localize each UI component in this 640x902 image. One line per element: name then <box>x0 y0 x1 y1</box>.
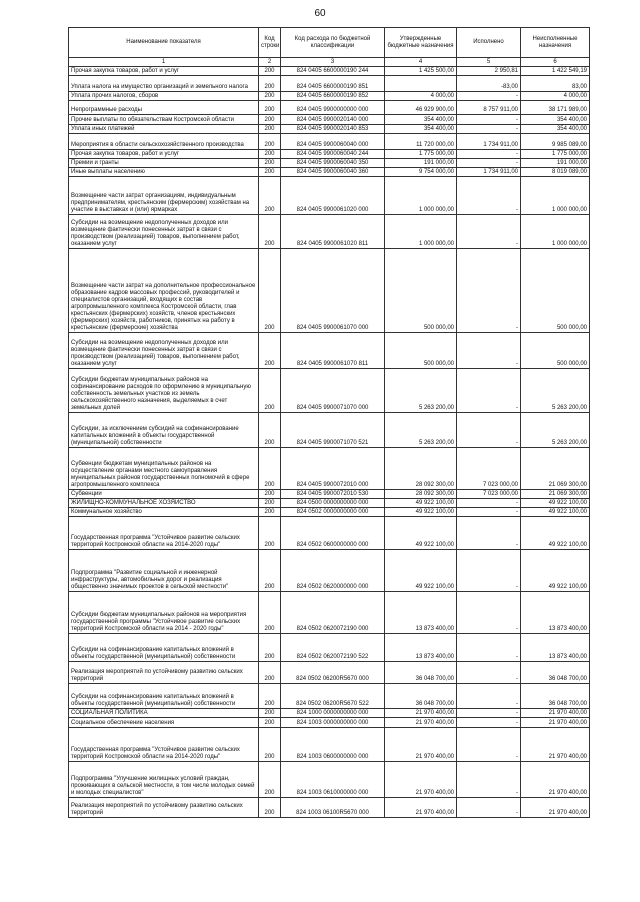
unexecuted-amount-cell: 13 873 400,00 <box>521 592 590 634</box>
classification-code-cell: 824 0405 9900060040 350 <box>281 159 385 168</box>
line-code-cell: 200 <box>259 718 281 728</box>
table-row <box>69 517 590 550</box>
table-row <box>69 718 590 728</box>
approved-amount-cell: 21 970 400,00 <box>385 762 457 798</box>
executed-amount-cell: -83,00 <box>457 76 521 92</box>
column-header-line: Код строки <box>259 28 281 58</box>
approved-amount-cell: 49 922 100,00 <box>385 517 457 550</box>
unexecuted-amount-cell: 191 000,00 <box>521 159 590 168</box>
unexecuted-amount-cell: 36 048 700,00 <box>521 662 590 684</box>
classification-code-cell: 824 0405 9900061020 000 <box>281 177 385 215</box>
classification-code-cell: 824 1003 0610000000 000 <box>281 762 385 798</box>
table-row <box>69 662 590 684</box>
unexecuted-amount-cell: 1 422 549,19 <box>521 67 590 76</box>
unexecuted-amount-cell: 21 970 400,00 <box>521 762 590 798</box>
line-code-cell: 200 <box>259 159 281 168</box>
column-header-executed: Исполнено <box>457 28 521 58</box>
executed-amount-cell: - <box>457 517 521 550</box>
table-row <box>69 115 590 125</box>
line-code-cell: 200 <box>259 177 281 215</box>
indicator-name-cell: Субсидии, за исключением субсидий на софинансирование капитальных вложений в объекты государственной (муниципальной) собственности <box>69 413 259 448</box>
line-code-cell: 200 <box>259 249 281 333</box>
unexecuted-amount-cell: 36 048 700,00 <box>521 684 590 709</box>
indicator-name-cell: Иные выплаты населению <box>69 168 259 177</box>
line-code-cell: 200 <box>259 215 281 249</box>
line-code-cell: 200 <box>259 762 281 798</box>
unexecuted-amount-cell: 500 000,00 <box>521 249 590 333</box>
line-code-cell: 200 <box>259 684 281 709</box>
approved-amount-cell: 46 929 900,00 <box>385 101 457 115</box>
line-code-cell: 200 <box>259 592 281 634</box>
unexecuted-amount-cell: 4 000,00 <box>521 92 590 101</box>
executed-amount-cell: - <box>457 413 521 448</box>
table-row <box>69 177 590 215</box>
unexecuted-amount-cell: 1 000 000,00 <box>521 215 590 249</box>
approved-amount-cell: 49 922 100,00 <box>385 499 457 508</box>
line-code-cell: 200 <box>259 728 281 762</box>
unexecuted-amount-cell: 1 775 000,00 <box>521 150 590 159</box>
indicator-name-cell: Коммунальное хозяйство <box>69 508 259 517</box>
executed-amount-cell: - <box>457 592 521 634</box>
classification-code-cell: 824 0502 0600000000 000 <box>281 517 385 550</box>
approved-amount-cell: 1 425 500,00 <box>385 67 457 76</box>
approved-amount-cell: 21 970 400,00 <box>385 709 457 718</box>
indicator-name-cell: Реализация мероприятий по устойчивому развитию сельских территорий <box>69 662 259 684</box>
indicator-name-cell: Субсидии на софинансирование капитальных вложений в объекты государственной (муниципальной) собственности <box>69 684 259 709</box>
executed-amount-cell: - <box>457 718 521 728</box>
table-row <box>69 448 590 490</box>
approved-amount-cell: 1 000 000,00 <box>385 215 457 249</box>
line-code-cell: 200 <box>259 709 281 718</box>
classification-code-cell: 824 0502 0620072190 522 <box>281 634 385 662</box>
indicator-name-cell: Субсидии бюджетам муниципальных районов на софинансирование расходов по оформлению в муниципальную собственность земельных участков из земель сельскохозяйственного назначения, выделяемых в счет земельных долей <box>69 369 259 413</box>
executed-amount-cell: - <box>457 550 521 592</box>
indicator-name-cell: Государственная программа "Устойчивое развитие сельских территорий Костромской области на 2014-2020 годы" <box>69 728 259 762</box>
column-header-approved: Утвержденные бюджетные назначения <box>385 28 457 58</box>
approved-amount-cell: 13 873 400,00 <box>385 592 457 634</box>
column-number-row <box>69 58 590 67</box>
indicator-name-cell: Возмещение части затрат на дополнительное профессиональное образование кадров массовых профессий, руководителей и специалистов организаций, входящих в состав агропромышленного комплекса Костромской области, глав крестьянских (фермерских) хозяйств, членов крестьянских (фермерских) хозяйств, работников, принятых на работу в крестьянские (фермерские) хозяйства <box>69 249 259 333</box>
table-row <box>69 125 590 134</box>
table-row <box>69 728 590 762</box>
table-row <box>69 369 590 413</box>
table-row <box>69 215 590 249</box>
table-row <box>69 684 590 709</box>
executed-amount-cell: - <box>457 369 521 413</box>
executed-amount-cell: - <box>457 798 521 818</box>
indicator-name-cell: Субсидии на возмещение недополученных доходов или возмещение фактически понесенных затрат в связи с производством (реализацией) товаров, выполнением работ, оказанием услуг <box>69 215 259 249</box>
executed-amount-cell: - <box>457 150 521 159</box>
approved-amount-cell: 21 970 400,00 <box>385 798 457 818</box>
line-code-cell: 200 <box>259 134 281 150</box>
line-code-cell: 200 <box>259 662 281 684</box>
unexecuted-amount-cell: 21 069 300,00 <box>521 448 590 490</box>
classification-code-cell: 824 0405 9900061070 000 <box>281 249 385 333</box>
unexecuted-amount-cell: 21 970 400,00 <box>521 798 590 818</box>
approved-amount-cell: 49 922 100,00 <box>385 550 457 592</box>
classification-code-cell: 824 0405 9900060040 360 <box>281 168 385 177</box>
line-code-cell: 200 <box>259 550 281 592</box>
line-code-cell: 200 <box>259 92 281 101</box>
indicator-name-cell: ЖИЛИЩНО-КОММУНАЛЬНОЕ ХОЗЯЙСТВО <box>69 499 259 508</box>
indicator-name-cell: Премии и гранты <box>69 159 259 168</box>
classification-code-cell: 824 0502 0000000000 000 <box>281 508 385 517</box>
approved-amount-cell: 28 092 300,00 <box>385 448 457 490</box>
unexecuted-amount-cell: 21 970 400,00 <box>521 728 590 762</box>
table-row <box>69 508 590 517</box>
line-code-cell: 200 <box>259 115 281 125</box>
approved-amount-cell: 11 720 000,00 <box>385 134 457 150</box>
classification-code-cell: 824 0405 9900060040 000 <box>281 134 385 150</box>
approved-amount-cell <box>385 76 457 92</box>
unexecuted-amount-cell: 5 263 200,00 <box>521 369 590 413</box>
unexecuted-amount-cell: 354 400,00 <box>521 115 590 125</box>
unexecuted-amount-cell: 500 000,00 <box>521 333 590 369</box>
table-row <box>69 134 590 150</box>
line-code-cell: 200 <box>259 125 281 134</box>
unexecuted-amount-cell: 49 922 100,00 <box>521 517 590 550</box>
indicator-name-cell: Субвенции бюджетам муниципальных районов на осуществление органами местного самоуправления муниципальных районов государственных полномочий в сфере агропромышленного комплекса <box>69 448 259 490</box>
executed-amount-cell: - <box>457 508 521 517</box>
executed-amount-cell: - <box>457 662 521 684</box>
table-row <box>69 92 590 101</box>
line-code-cell: 200 <box>259 508 281 517</box>
classification-code-cell: 824 0502 06200R5670 000 <box>281 662 385 684</box>
line-code-cell: 200 <box>259 448 281 490</box>
classification-code-cell: 824 1003 0600000000 000 <box>281 728 385 762</box>
approved-amount-cell: 49 922 100,00 <box>385 508 457 517</box>
classification-code-cell: 824 0405 9900020140 000 <box>281 115 385 125</box>
unexecuted-amount-cell: 13 873 400,00 <box>521 634 590 662</box>
page-number: 60 <box>314 8 326 19</box>
column-header-name: Наименование показателя <box>69 28 259 58</box>
indicator-name-cell: Социальное обеспечение населения <box>69 718 259 728</box>
classification-code-cell: 824 0405 9900020140 853 <box>281 125 385 134</box>
approved-amount-cell: 191 000,00 <box>385 159 457 168</box>
column-number: 3 <box>281 58 385 67</box>
indicator-name-cell: Подпрограмма "Улучшение жилищных условий граждан, проживающих в сельской местности, в том числе молодых семей и молодых специалистов" <box>69 762 259 798</box>
line-code-cell: 200 <box>259 490 281 499</box>
table-row <box>69 76 590 92</box>
classification-code-cell: 824 1000 0000000000 000 <box>281 709 385 718</box>
table-row <box>69 499 590 508</box>
executed-amount-cell: 7 023 000,00 <box>457 448 521 490</box>
column-number: 6 <box>521 58 590 67</box>
executed-amount-cell: - <box>457 499 521 508</box>
line-code-cell: 200 <box>259 517 281 550</box>
approved-amount-cell: 4 000,00 <box>385 92 457 101</box>
executed-amount-cell: - <box>457 92 521 101</box>
classification-code-cell: 824 0405 9900071070 000 <box>281 369 385 413</box>
table-row <box>69 592 590 634</box>
classification-code-cell: 824 1003 06100R5670 000 <box>281 798 385 818</box>
column-header-unexecuted: Неисполненные назначения <box>521 28 590 58</box>
approved-amount-cell: 36 048 700,00 <box>385 684 457 709</box>
indicator-name-cell: Субсидии на софинансирование капитальных вложений в объекты государственной (муниципальной) собственности <box>69 634 259 662</box>
line-code-cell: 200 <box>259 333 281 369</box>
executed-amount-cell: - <box>457 159 521 168</box>
indicator-name-cell: Уплата налога на имущество организаций и земельного налога <box>69 76 259 92</box>
executed-amount-cell: 1 734 911,00 <box>457 168 521 177</box>
classification-code-cell: 824 0405 6600000190 851 <box>281 76 385 92</box>
table-row <box>69 762 590 798</box>
indicator-name-cell: Субсидии бюджетам муниципальных районов на мероприятия государственной программы "Устойчивое развитие сельских территорий Костромской области на 2014 - 2020 годы" <box>69 592 259 634</box>
unexecuted-amount-cell: 21 970 400,00 <box>521 718 590 728</box>
classification-code-cell: 824 0502 0620072190 000 <box>281 592 385 634</box>
indicator-name-cell: Возмещение части затрат организациям, индивидуальным предпринимателям, крестьянским (фермерским) хозяйствам на участие в выставках и (или) ярмарках <box>69 177 259 215</box>
executed-amount-cell: - <box>457 125 521 134</box>
executed-amount-cell: - <box>457 215 521 249</box>
classification-code-cell: 824 0405 9900071070 521 <box>281 413 385 448</box>
indicator-name-cell: Субсидии на возмещение недополученных доходов или возмещение фактически понесенных затрат в связи с производством (реализацией) товаров, выполнением работ, оказанием услуг <box>69 333 259 369</box>
table-row <box>69 634 590 662</box>
unexecuted-amount-cell: 8 019 089,00 <box>521 168 590 177</box>
column-number: 4 <box>385 58 457 67</box>
executed-amount-cell: 1 734 911,00 <box>457 134 521 150</box>
indicator-name-cell: Непрограммные расходы <box>69 101 259 115</box>
approved-amount-cell: 28 092 300,00 <box>385 490 457 499</box>
approved-amount-cell: 5 263 200,00 <box>385 413 457 448</box>
budget-execution-table <box>68 27 590 818</box>
classification-code-cell: 824 0502 0620000000 000 <box>281 550 385 592</box>
classification-code-cell: 824 0502 06200R5670 522 <box>281 684 385 709</box>
approved-amount-cell: 36 048 700,00 <box>385 662 457 684</box>
indicator-name-cell: Прочие выплаты по обязательствам Костромской области <box>69 115 259 125</box>
table-row <box>69 159 590 168</box>
executed-amount-cell: 2 950,81 <box>457 67 521 76</box>
classification-code-cell: 824 0405 9900000000 000 <box>281 101 385 115</box>
executed-amount-cell: - <box>457 762 521 798</box>
unexecuted-amount-cell: 5 263 200,00 <box>521 413 590 448</box>
table-row <box>69 550 590 592</box>
approved-amount-cell: 354 400,00 <box>385 125 457 134</box>
indicator-name-cell: СОЦИАЛЬНАЯ ПОЛИТИКА <box>69 709 259 718</box>
unexecuted-amount-cell: 49 922 100,00 <box>521 499 590 508</box>
approved-amount-cell: 354 400,00 <box>385 115 457 125</box>
unexecuted-amount-cell: 9 985 089,00 <box>521 134 590 150</box>
table-body <box>69 67 590 818</box>
executed-amount-cell: - <box>457 634 521 662</box>
table-row <box>69 249 590 333</box>
table-row <box>69 168 590 177</box>
approved-amount-cell: 1 000 000,00 <box>385 177 457 215</box>
approved-amount-cell: 5 263 200,00 <box>385 369 457 413</box>
indicator-name-cell: Прочая закупка товаров, работ и услуг <box>69 67 259 76</box>
executed-amount-cell: - <box>457 709 521 718</box>
table-row <box>69 150 590 159</box>
indicator-name-cell: Субвенции <box>69 490 259 499</box>
executed-amount-cell: - <box>457 728 521 762</box>
approved-amount-cell: 9 754 000,00 <box>385 168 457 177</box>
approved-amount-cell: 21 970 400,00 <box>385 728 457 762</box>
approved-amount-cell: 1 775 000,00 <box>385 150 457 159</box>
approved-amount-cell: 500 000,00 <box>385 333 457 369</box>
unexecuted-amount-cell: 49 922 100,00 <box>521 508 590 517</box>
executed-amount-cell: - <box>457 333 521 369</box>
approved-amount-cell: 13 873 400,00 <box>385 634 457 662</box>
indicator-name-cell: Прочая закупка товаров, работ и услуг <box>69 150 259 159</box>
executed-amount-cell: - <box>457 684 521 709</box>
unexecuted-amount-cell: 49 922 100,00 <box>521 550 590 592</box>
column-number: 1 <box>69 58 259 67</box>
line-code-cell: 200 <box>259 369 281 413</box>
line-code-cell: 200 <box>259 634 281 662</box>
line-code-cell: 200 <box>259 150 281 159</box>
indicator-name-cell: Государственная программа "Устойчивое развитие сельских территорий Костромской области на 2014-2020 годы" <box>69 517 259 550</box>
classification-code-cell: 824 0405 9900060040 244 <box>281 150 385 159</box>
classification-code-cell: 824 0405 9900072010 000 <box>281 448 385 490</box>
executed-amount-cell: 7 023 000,00 <box>457 490 521 499</box>
indicator-name-cell: Уплата иных платежей <box>69 125 259 134</box>
line-code-cell: 200 <box>259 168 281 177</box>
unexecuted-amount-cell: 83,00 <box>521 76 590 92</box>
executed-amount-cell: - <box>457 115 521 125</box>
executed-amount-cell: 8 757 911,00 <box>457 101 521 115</box>
classification-code-cell: 824 0500 0000000000 000 <box>281 499 385 508</box>
line-code-cell: 200 <box>259 499 281 508</box>
line-code-cell: 200 <box>259 67 281 76</box>
indicator-name-cell: Реализация мероприятий по устойчивому развитию сельских территорий <box>69 798 259 818</box>
classification-code-cell: 824 0405 9900072010 530 <box>281 490 385 499</box>
classification-code-cell: 824 0405 9900061070 811 <box>281 333 385 369</box>
approved-amount-cell: 21 970 400,00 <box>385 718 457 728</box>
approved-amount-cell: 500 000,00 <box>385 249 457 333</box>
unexecuted-amount-cell: 21 970 400,00 <box>521 709 590 718</box>
unexecuted-amount-cell: 354 400,00 <box>521 125 590 134</box>
table-row <box>69 413 590 448</box>
line-code-cell: 200 <box>259 413 281 448</box>
line-code-cell: 200 <box>259 798 281 818</box>
indicator-name-cell: Подпрограмма "Развитие социальной и инженерной инфраструктуры, автомобильных дорог и реализация общественно значимых проектов в сельской местности" <box>69 550 259 592</box>
indicator-name-cell: Мероприятия в области сельскохозяйственного производства <box>69 134 259 150</box>
column-number: 5 <box>457 58 521 67</box>
classification-code-cell: 824 0405 9900061020 811 <box>281 215 385 249</box>
table-row <box>69 333 590 369</box>
classification-code-cell: 824 0405 6600000190 244 <box>281 67 385 76</box>
executed-amount-cell: - <box>457 249 521 333</box>
table-row <box>69 798 590 818</box>
unexecuted-amount-cell: 1 000 000,00 <box>521 177 590 215</box>
table-row <box>69 67 590 76</box>
column-header-code: Код расхода по бюджетной классификации <box>281 28 385 58</box>
classification-code-cell: 824 1003 0000000000 000 <box>281 718 385 728</box>
line-code-cell: 200 <box>259 101 281 115</box>
line-code-cell: 200 <box>259 76 281 92</box>
unexecuted-amount-cell: 21 069 300,00 <box>521 490 590 499</box>
unexecuted-amount-cell: 38 171 989,00 <box>521 101 590 115</box>
indicator-name-cell: Уплата прочих налогов, сборов <box>69 92 259 101</box>
classification-code-cell: 824 0405 6600000190 852 <box>281 92 385 101</box>
executed-amount-cell: - <box>457 177 521 215</box>
table-header-row <box>69 28 590 58</box>
column-number: 2 <box>259 58 281 67</box>
table-row <box>69 101 590 115</box>
table-row <box>69 490 590 499</box>
table-row <box>69 709 590 718</box>
